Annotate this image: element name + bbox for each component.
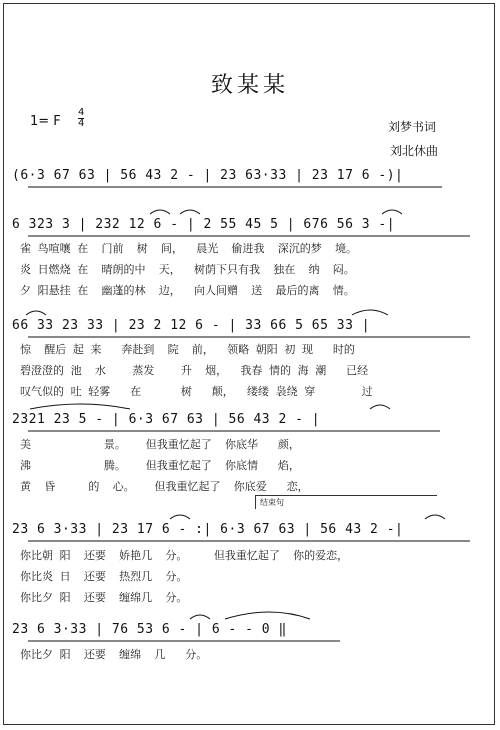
lyric-line-5-1: 你比朝 阳 还要 娇艳几 分。 但我重忆起了 你的爱恋， xyxy=(20,549,349,562)
lyric-line-5-2: 你比炎 日 还要 热烈几 分。 xyxy=(20,570,188,583)
ending-phrase-marker: 结束句 xyxy=(255,495,437,509)
slur-mark xyxy=(370,405,390,409)
slur-mark xyxy=(352,310,388,315)
slur-mark xyxy=(225,612,310,619)
time-signature: 4 4 xyxy=(78,107,85,129)
lyric-line-6-1: 你比夕 阳 还要 缠绵 几 分。 xyxy=(20,648,208,661)
lyric-line-4-3: 黄 昏 的 心。 但我重忆起了 你底爱 恋， xyxy=(20,480,309,493)
music-line-3: 66 33 23 33 | 23 2 12 6 - | 33 66 5 65 33 | xyxy=(12,318,371,333)
slur-mark xyxy=(382,210,402,214)
slur-mark xyxy=(425,515,445,519)
slur-mark xyxy=(190,615,210,619)
music-line-5: 23 6 3·33 | 23 17 6 - :| 6·3 67 63 | 56 43 2 -| xyxy=(12,522,404,537)
lyric-line-3-2: 碧澄澄的 池 水 蒸发 升 烟， 我春 情的 海 潮 已经 xyxy=(20,364,369,377)
lyric-line-2-3: 夕 阳悬挂 在 幽蓬的林 边， 向人间赠 送 最后的离 情。 xyxy=(20,284,355,297)
lyric-line-3-3: 叹气似的 吐 轻雾 在 树 颠， 缕缕 袅绕 穿 过 xyxy=(20,385,373,398)
lyric-line-4-2: 沸 腾。 但我重忆起了 你底情 焰， xyxy=(20,459,300,472)
page-title: 致某某 xyxy=(210,73,289,98)
lyric-line-5-3: 你比夕 阳 还要 缠绵几 分。 xyxy=(20,591,188,604)
slur-mark xyxy=(180,210,200,214)
music-line-4: 2321 23 5 - | 6·3 67 63 | 56 43 2 - | xyxy=(12,412,321,427)
music-line-6: 23 6 3·33 | 76 53 6 - | 6 - - 0 ‖ xyxy=(12,622,287,637)
lyric-line-2-1: 雀 鸟喧嚷 在 门前 树 间， 晨光 偷进我 深沉的梦 境。 xyxy=(20,242,357,255)
lyricist-credit: 刘梦书词 xyxy=(387,120,436,134)
slur-mark xyxy=(26,311,46,315)
slur-mark xyxy=(30,404,130,409)
music-line-1: (6·3 67 63 | 56 43 2 - | 23 63·33 | 23 17 6 -)| xyxy=(12,168,404,183)
slur-mark xyxy=(170,515,190,519)
lyric-line-3-1: 惊 醒后 起 来 奔赴到 院 前， 领略 朝阳 初 现 时的 xyxy=(20,343,355,356)
slur-mark xyxy=(150,210,170,214)
lyric-line-2-2: 炎 日燃烧 在 晴朗的中 天， 树荫下只有我 独在 纳 闷。 xyxy=(20,263,355,276)
lyric-line-4-1: 美 景。 但我重忆起了 你底华 颜， xyxy=(20,438,300,451)
music-line-2: 6 323 3 | 232 12 6 - | 2 55 45 5 | 676 56 3 -| xyxy=(12,217,396,232)
key-signature: 1= F xyxy=(30,114,61,129)
composer-credit: 刘北休曲 xyxy=(389,144,438,158)
